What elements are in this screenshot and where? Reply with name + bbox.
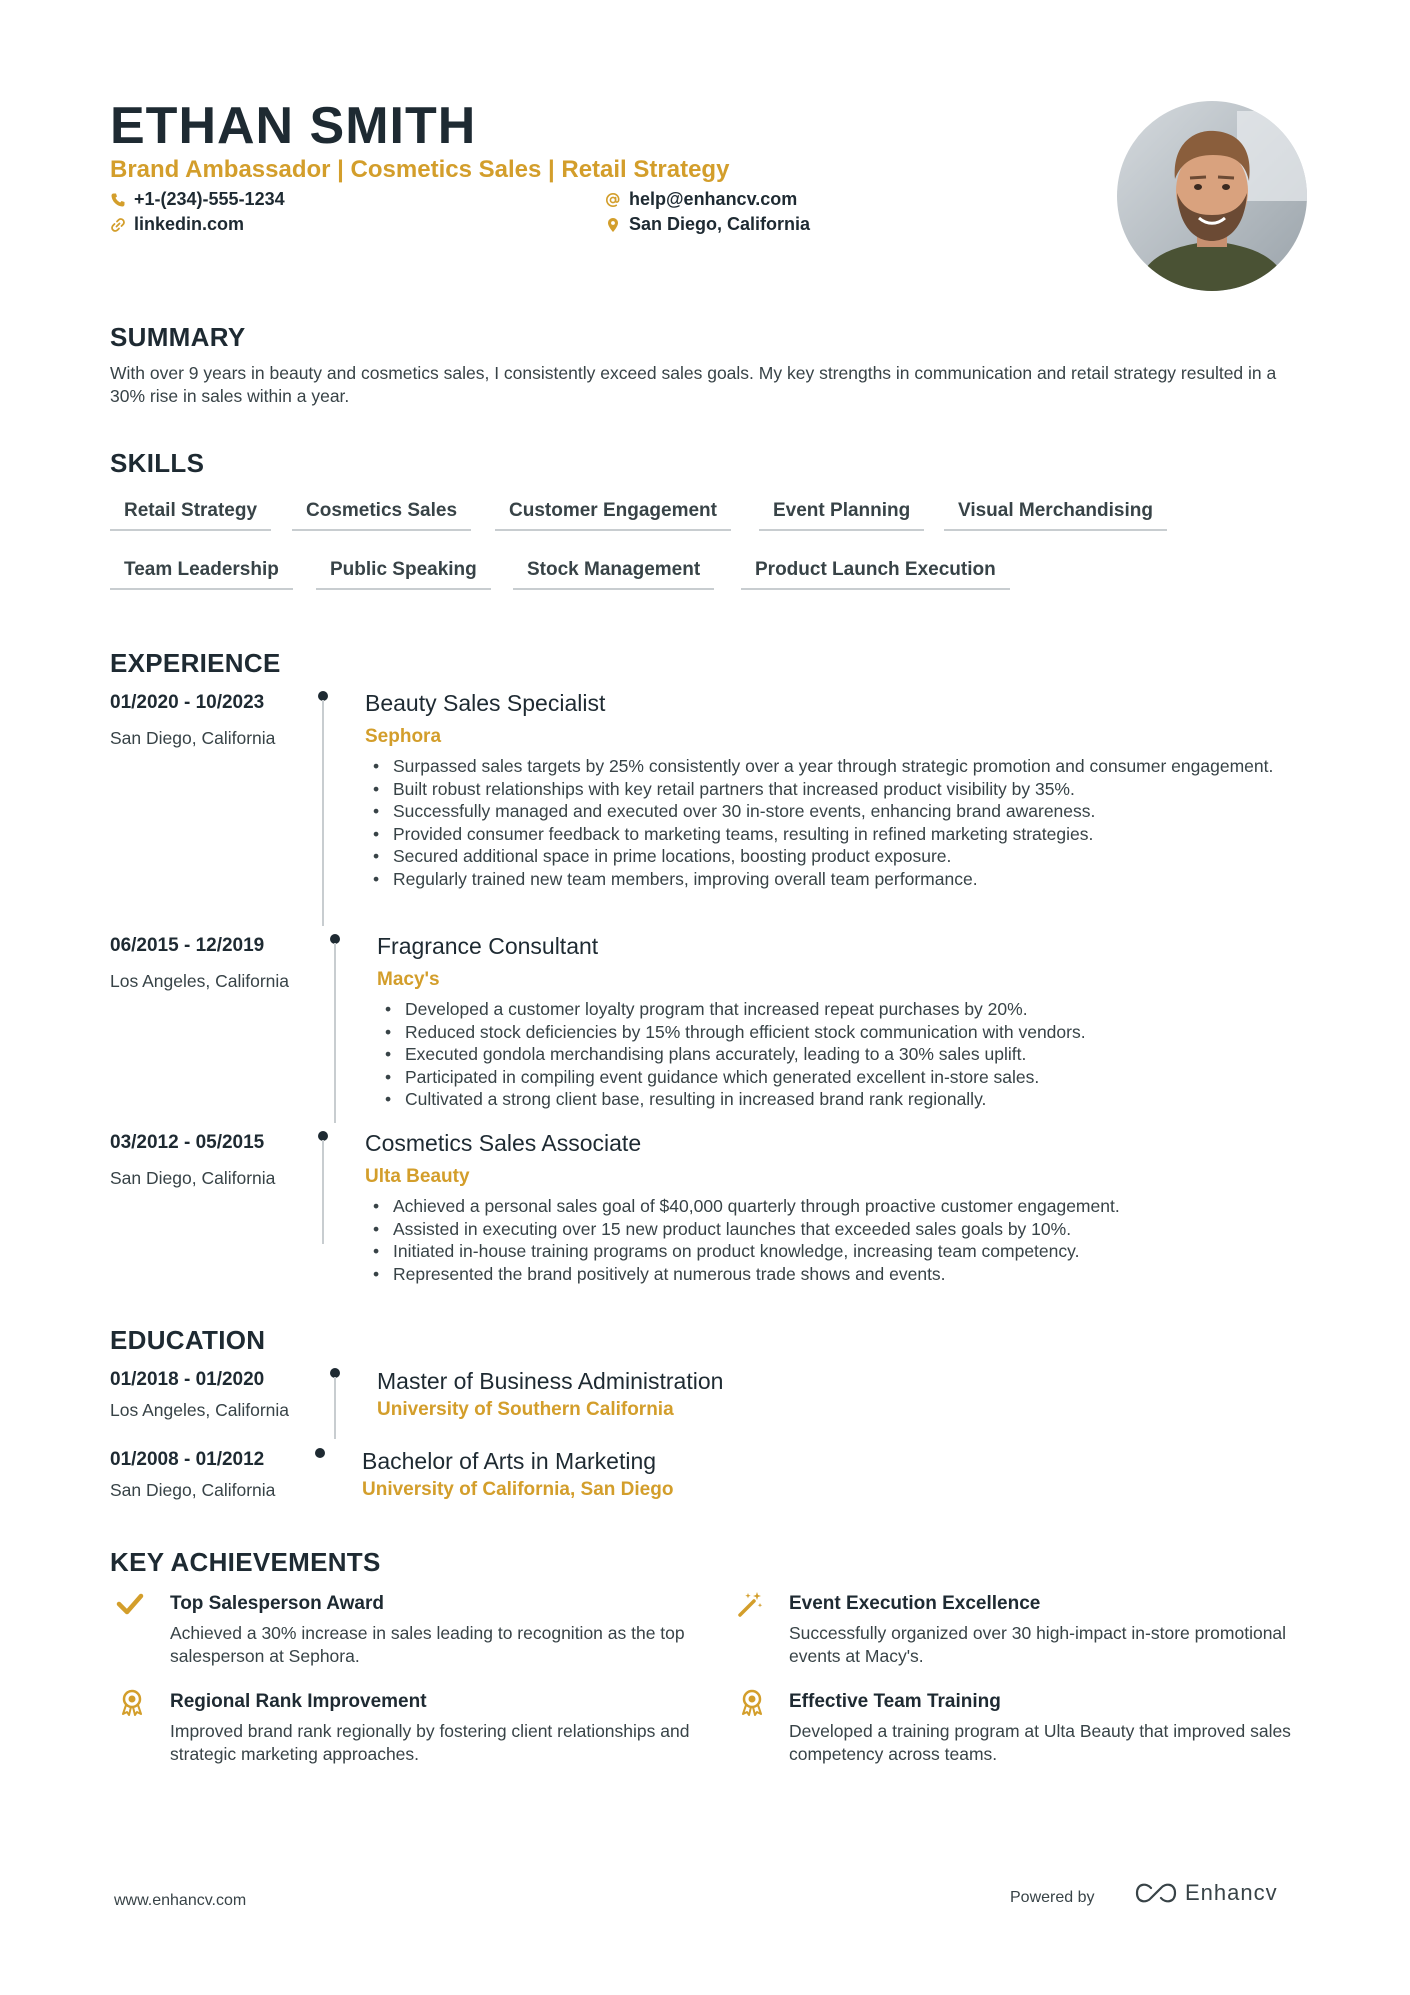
award-medal-icon	[738, 1688, 766, 1716]
skill-tag: Retail Strategy	[110, 497, 271, 531]
bullet-item: • Reduced stock deficiencies by 15% through efficient stock communication with vendors.	[379, 1021, 1309, 1044]
education-location: Los Angeles, California	[110, 1400, 289, 1420]
timeline-dot	[315, 1448, 325, 1458]
education-dates: 01/2018 - 01/2020	[110, 1369, 265, 1390]
education-dates: 01/2008 - 01/2012	[110, 1449, 265, 1470]
skill-tag: Customer Engagement	[495, 497, 731, 531]
timeline-line	[322, 1140, 324, 1244]
bullet-item: • Surpassed sales targets by 25% consistently over a year through strategic promotion and consumer engagement.	[367, 755, 1307, 778]
experience-location: Los Angeles, California	[110, 971, 289, 991]
education-school: University of California, San Diego	[362, 1479, 674, 1500]
experience-company: Macy's	[377, 969, 440, 990]
experience-bullets	[367, 1195, 1307, 1285]
phone-icon	[110, 192, 126, 208]
skill-tag: Product Launch Execution	[741, 556, 1010, 590]
achievement-desc: Developed a training program at Ulta Beauty that improved sales competency across teams.	[789, 1721, 1291, 1764]
experience-role: Beauty Sales Specialist	[365, 690, 606, 716]
bullet-item: • Cultivated a strong client base, resulting in increased brand rank regionally.	[379, 1088, 1309, 1111]
experience-dates: 03/2012 - 05/2015	[110, 1132, 265, 1153]
bullet-item: • Secured additional space in prime locations, boosting product exposure.	[367, 845, 1307, 868]
phone-text: +1-(234)-555-1234	[134, 189, 285, 209]
candidate-name: ETHAN SMITH	[110, 97, 477, 155]
experience-bullets	[367, 755, 1307, 891]
education-school: University of Southern California	[377, 1399, 674, 1420]
contact-phone	[110, 189, 285, 210]
achievement-title: Event Execution Excellence	[789, 1593, 1041, 1614]
email-text: help@enhancv.com	[629, 189, 798, 209]
candidate-headline: Brand Ambassador | Cosmetics Sales | Retail Strategy	[110, 156, 730, 183]
summary-heading: SUMMARY	[110, 322, 246, 352]
contact-linkedin[interactable]	[110, 214, 244, 235]
location-text: San Diego, California	[629, 214, 811, 234]
award-medal-icon	[118, 1688, 146, 1716]
checkmark-icon	[116, 1590, 144, 1618]
footer-logo[interactable]	[1133, 1880, 1278, 1906]
footer-powered-by: Powered by	[1010, 1889, 1095, 1906]
skill-tag: Visual Merchandising	[944, 497, 1167, 531]
profile-photo	[1117, 101, 1307, 291]
skill-tag: Stock Management	[513, 556, 714, 590]
achievement-title: Effective Team Training	[789, 1691, 1001, 1712]
contact-email[interactable]	[605, 189, 797, 210]
bullet-item: • Represented the brand positively at numerous trade shows and events.	[367, 1263, 1307, 1286]
summary-text: With over 9 years in beauty and cosmetics sales, I consistently exceed sales goals. My key strengths in communication and retail strategy resulted in a 30% rise in sales within a year.	[110, 363, 1277, 406]
bullet-item: • Assisted in executing over 15 new product launches that exceeded sales goals by 10%.	[367, 1218, 1307, 1241]
skill-tag: Team Leadership	[110, 556, 293, 590]
footer-brand: Enhancv	[1185, 1880, 1278, 1905]
achievements-heading: KEY ACHIEVEMENTS	[110, 1547, 381, 1577]
bullet-item: • Executed gondola merchandising plans accurately, leading to a 30% sales uplift.	[379, 1043, 1309, 1066]
at-sign-icon	[605, 192, 621, 208]
experience-company: Sephora	[365, 726, 442, 747]
bullet-item: • Successfully managed and executed over 30 in-store events, enhancing brand awareness.	[367, 800, 1307, 823]
bullet-item: • Developed a customer loyalty program that increased repeat purchases by 20%.	[379, 998, 1309, 1021]
education-degree: Bachelor of Arts in Marketing	[362, 1448, 657, 1474]
skill-tag: Public Speaking	[316, 556, 491, 590]
education-location: San Diego, California	[110, 1480, 276, 1500]
experience-location: San Diego, California	[110, 1168, 276, 1188]
timeline-line	[322, 700, 324, 926]
experience-role: Cosmetics Sales Associate	[365, 1130, 642, 1156]
magic-wand-icon	[736, 1590, 764, 1618]
experience-role: Fragrance Consultant	[377, 933, 599, 959]
achievement-desc: Successfully organized over 30 high-impact in-store promotional events at Macy's.	[789, 1623, 1287, 1666]
skills-heading: SKILLS	[110, 448, 205, 478]
footer-website[interactable]: www.enhancv.com	[114, 1892, 247, 1909]
education-degree: Master of Business Administration	[377, 1368, 724, 1394]
timeline-line	[334, 943, 336, 1123]
skill-tag: Event Planning	[759, 497, 924, 531]
linkedin-text: linkedin.com	[134, 214, 245, 234]
achievement-title: Regional Rank Improvement	[170, 1691, 427, 1712]
experience-bullets	[379, 998, 1309, 1111]
skill-tag: Cosmetics Sales	[292, 497, 471, 531]
achievement-title: Top Salesperson Award	[170, 1593, 384, 1614]
experience-company: Ulta Beauty	[365, 1166, 470, 1187]
location-pin-icon	[605, 217, 621, 233]
experience-dates: 01/2020 - 10/2023	[110, 692, 265, 713]
experience-heading: EXPERIENCE	[110, 648, 281, 678]
enhancv-logo-icon	[1133, 1880, 1179, 1906]
bullet-item: • Initiated in-house training programs on product knowledge, increasing team competency.	[367, 1240, 1307, 1263]
achievement-desc: Improved brand rank regionally by fostering client relationships and strategic marketing approaches.	[170, 1721, 690, 1764]
experience-location: San Diego, California	[110, 728, 276, 748]
education-heading: EDUCATION	[110, 1325, 266, 1355]
timeline-line	[334, 1377, 336, 1439]
link-icon	[110, 217, 126, 233]
achievement-desc: Achieved a 30% increase in sales leading to recognition as the top salesperson at Sephora.	[170, 1623, 685, 1666]
bullet-item: • Built robust relationships with key retail partners that increased product visibility by 35%.	[367, 778, 1307, 801]
bullet-item: • Regularly trained new team members, improving overall team performance.	[367, 868, 1307, 891]
bullet-item: • Participated in compiling event guidance which generated excellent in-store sales.	[379, 1066, 1309, 1089]
bullet-item: • Achieved a personal sales goal of $40,000 quarterly through proactive customer engagement.	[367, 1195, 1307, 1218]
experience-dates: 06/2015 - 12/2019	[110, 935, 265, 956]
bullet-item: • Provided consumer feedback to marketing teams, resulting in refined marketing strategies.	[367, 823, 1307, 846]
contact-location	[605, 214, 810, 235]
